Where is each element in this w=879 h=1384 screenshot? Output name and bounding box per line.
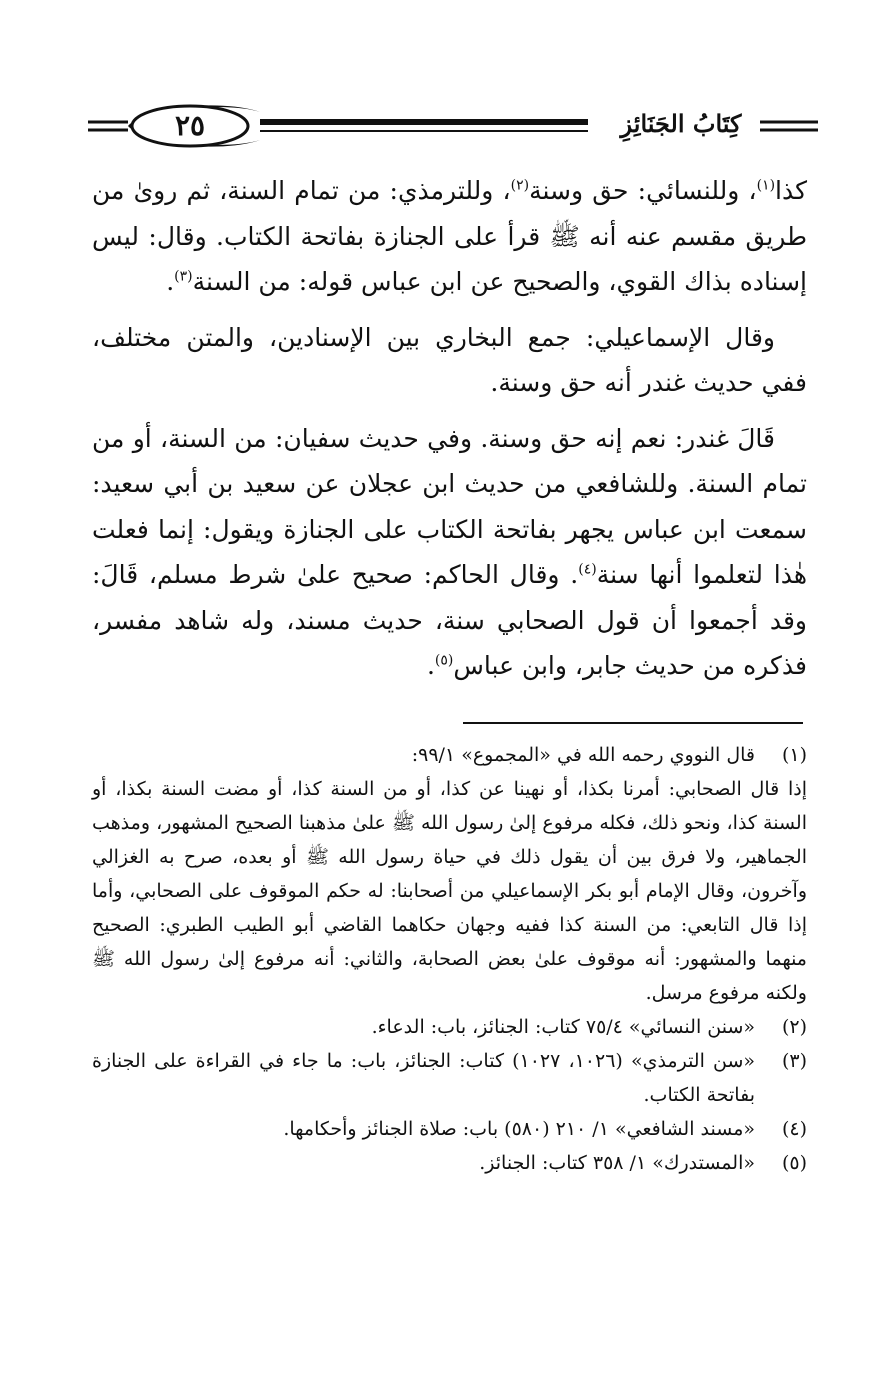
footnote-number: (١) <box>781 744 807 766</box>
footnote-number: (٢) <box>781 1016 807 1038</box>
footnote-ref-1[interactable]: (١) <box>756 177 776 194</box>
text-run: ، وللنسائي: حق وسنة <box>529 176 757 205</box>
text-run: ، وللترمذي: من تمام السنة، ثم روىٰ من طريق مقسم عنه أنه ﷺ قرأ على الجنازة بفاتحة الكتاب. وقال: ليس إسناده بذاك القوي، والصحيح عن ابن عباس قوله: من السنة <box>92 176 807 296</box>
footnote-separator <box>463 722 803 724</box>
footnote-4 <box>92 1112 807 1146</box>
footnote-3 <box>92 1044 807 1112</box>
page-header <box>88 96 818 160</box>
footnote-number: (٥) <box>781 1152 807 1174</box>
text-run: . <box>426 651 435 680</box>
paragraph-2: وقال الإسماعيلي: جمع البخاري بين الإسنادين، والمتن مختلف، ففي حديث غندر أنه حق وسنة. <box>92 322 807 397</box>
footnote-ref-4[interactable]: (٤) <box>578 561 597 578</box>
footnote-text: «سنن النسائي» ٧٥/٤ كتاب: الجنائز، باب: الدعاء. <box>371 1016 755 1038</box>
footnote-5 <box>92 1146 807 1180</box>
running-title: كِتَابُ الجَنَائِزِ <box>606 104 756 144</box>
footnote-2 <box>92 1010 807 1044</box>
text-run: . وقال الحاكم: صحيح علىٰ شرط مسلم، قَالَ: وقد أجمعوا أن قول الصحابي سنة، حديث مسند، وله شاهد مفسر، فذكره من حديث جابر، وابن عباس <box>92 560 807 680</box>
paragraph-3 <box>92 416 807 689</box>
footnote-lead: قال النووي رحمه الله في «المجموع» ٩٩/١: <box>411 744 755 766</box>
footnote-ref-2[interactable]: (٢) <box>510 177 530 194</box>
footnote-number: (٤) <box>781 1118 807 1140</box>
text-run: قَالَ غندر: نعم إنه حق وسنة. وفي حديث سفيان: من السنة، أو من تمام السنة. وللشافعي من حديث ابن عجلان عن سعيد بن أبي سعيد: سمعت ابن عباس يجهر بفاتحة الكتاب على الجنازة ويقول: إنما فعلت هٰذا لتعلموا أنها سنة <box>92 423 808 589</box>
text-run: كذا <box>775 176 808 205</box>
footnote-text: «مسند الشافعي» ١/ ٢١٠ (٥٨٠) باب: صلاة الجنائز وأحكامها. <box>283 1118 755 1140</box>
footnote-1 <box>92 738 807 772</box>
text-run: . <box>166 267 175 296</box>
footnote-text: «سن الترمذي» (١٠٢٦، ١٠٢٧) كتاب: الجنائز، باب: ما جاء في القراءة على الجنازة بفاتحة الكتاب. <box>92 1050 755 1106</box>
footnotes <box>92 738 807 1180</box>
footnote-ref-5[interactable]: (٥) <box>434 652 454 669</box>
footnote-number: (٣) <box>781 1050 807 1072</box>
paragraph-1 <box>92 168 807 305</box>
main-text <box>92 168 807 699</box>
footnote-ref-3[interactable]: (٣) <box>174 268 193 285</box>
footnote-1-body: إذا قال الصحابي: أمرنا بكذا، أو نهينا عن كذا، أو من السنة كذا، أو مضت السنة بكذا، أو السنة كذا، ونحو ذلك، فكله مرفوع إلىٰ رسول الله ﷺ علىٰ مذهبنا الصحيح المشهور، ومذهب الجماهير، ولا فرق بين أن يقول ذلك في حياة رسول الله ﷺ أو بعده، صرح به الغزالي وآخرون، وقال الإمام أبو بكر الإسماعيلي من أصحابنا: له حكم الموقوف على الصحابي، وأما إذا قال التابعي: من السنة كذا ففيه وجهان حكاهما القاضي أبو الطيب الطبري: الصحيح منهما والمشهور: أنه موقوف علىٰ بعض الصحابة، والثاني: أنه مرفوع إلىٰ رسول الله ﷺ ولكنه مرفوع مرسل. <box>92 778 807 1004</box>
footnote-text: «المستدرك» ١/ ٣٥٨ كتاب: الجنائز. <box>479 1152 755 1174</box>
page-number: ٢٥ <box>174 109 206 142</box>
